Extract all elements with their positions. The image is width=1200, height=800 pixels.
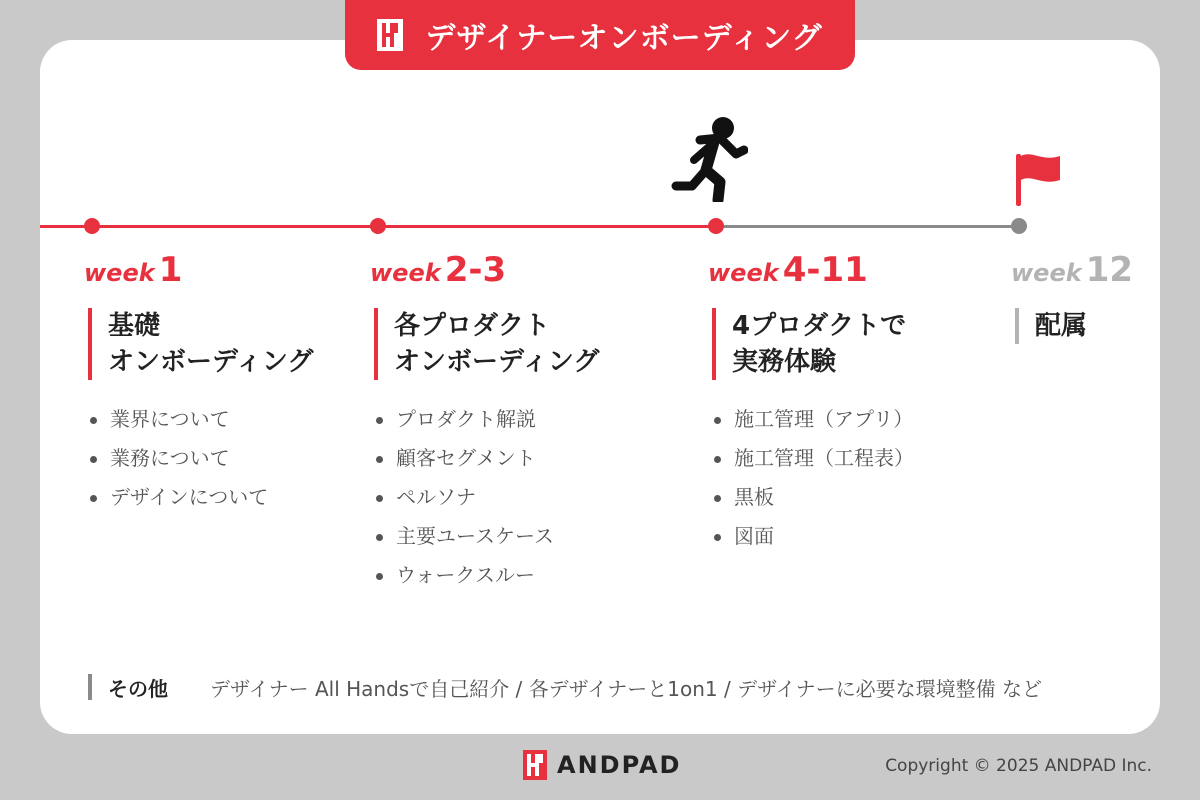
andpad-logo-icon [523, 750, 547, 780]
timeline-track-upcoming [716, 225, 1019, 228]
week-word: week [1011, 259, 1082, 287]
item-list-week4-11 [710, 400, 914, 556]
list-item: 主要ユースケース [372, 517, 554, 556]
flag-icon [1010, 150, 1066, 208]
stage-title-line: オンボーディング [108, 347, 314, 377]
other-text: デザイナー All Handsで自己紹介 / 各デザイナーと1on1 / デザイナーに必要な環境整備 など [210, 676, 1043, 701]
stage-title-week12 [1015, 308, 1087, 344]
list-item: 施工管理（アプリ） [710, 400, 914, 439]
list-item: 施工管理（工程表） [710, 439, 914, 478]
list-item: 業界について [86, 400, 268, 439]
week-label-12 [1011, 250, 1133, 290]
week-word: week [370, 259, 441, 287]
week-label-2-3 [370, 250, 506, 290]
list-item: 図面 [710, 517, 914, 556]
timeline-dot-week1 [84, 218, 100, 234]
brand-name: ANDPAD [557, 751, 682, 779]
timeline-dot-week12 [1011, 218, 1027, 234]
item-list-week2-3 [372, 400, 554, 595]
title-banner [345, 0, 855, 70]
stage-title-week4-11 [712, 308, 906, 380]
list-item: 業務について [86, 439, 268, 478]
main-card [40, 40, 1160, 734]
week-word: week [708, 259, 779, 287]
stage-title-line: 配属 [1035, 311, 1088, 341]
week-label-1 [84, 250, 182, 290]
stage-title-line: 4プロダクトで [732, 311, 907, 341]
list-item: ウォークスルー [372, 556, 554, 595]
stage-title-line: オンボーディング [394, 347, 600, 377]
list-item: ペルソナ [372, 478, 554, 517]
list-item: デザインについて [86, 478, 268, 517]
stage-title-line: 各プロダクト [394, 311, 551, 341]
week-word: week [84, 259, 155, 287]
timeline-dot-week2-3 [370, 218, 386, 234]
list-item: プロダクト解説 [372, 400, 554, 439]
list-item: 黒板 [710, 478, 914, 517]
week-number: 2-3 [444, 250, 507, 290]
week-label-4-11 [708, 250, 868, 290]
timeline-dot-week4-11 [708, 218, 724, 234]
runner-icon [670, 116, 748, 202]
page-title: デザイナーオンボーディング [425, 21, 823, 56]
other-label: その他 [108, 676, 168, 701]
stage-title-line: 実務体験 [732, 347, 837, 377]
stage-title-line: 基礎 [108, 311, 161, 341]
week-number: 4-11 [782, 250, 868, 290]
stage-title-week2-3 [374, 308, 599, 380]
andpad-logo-icon [377, 19, 403, 51]
list-item: 顧客セグメント [372, 439, 554, 478]
other-section [88, 674, 1042, 700]
week-number: 12 [1085, 250, 1134, 290]
stage-title-week1 [88, 308, 313, 380]
copyright: Copyright © 2025 ANDPAD Inc. [885, 756, 1152, 776]
week-number: 1 [158, 250, 183, 290]
item-list-week1 [86, 400, 268, 517]
footer-brand [523, 750, 681, 780]
